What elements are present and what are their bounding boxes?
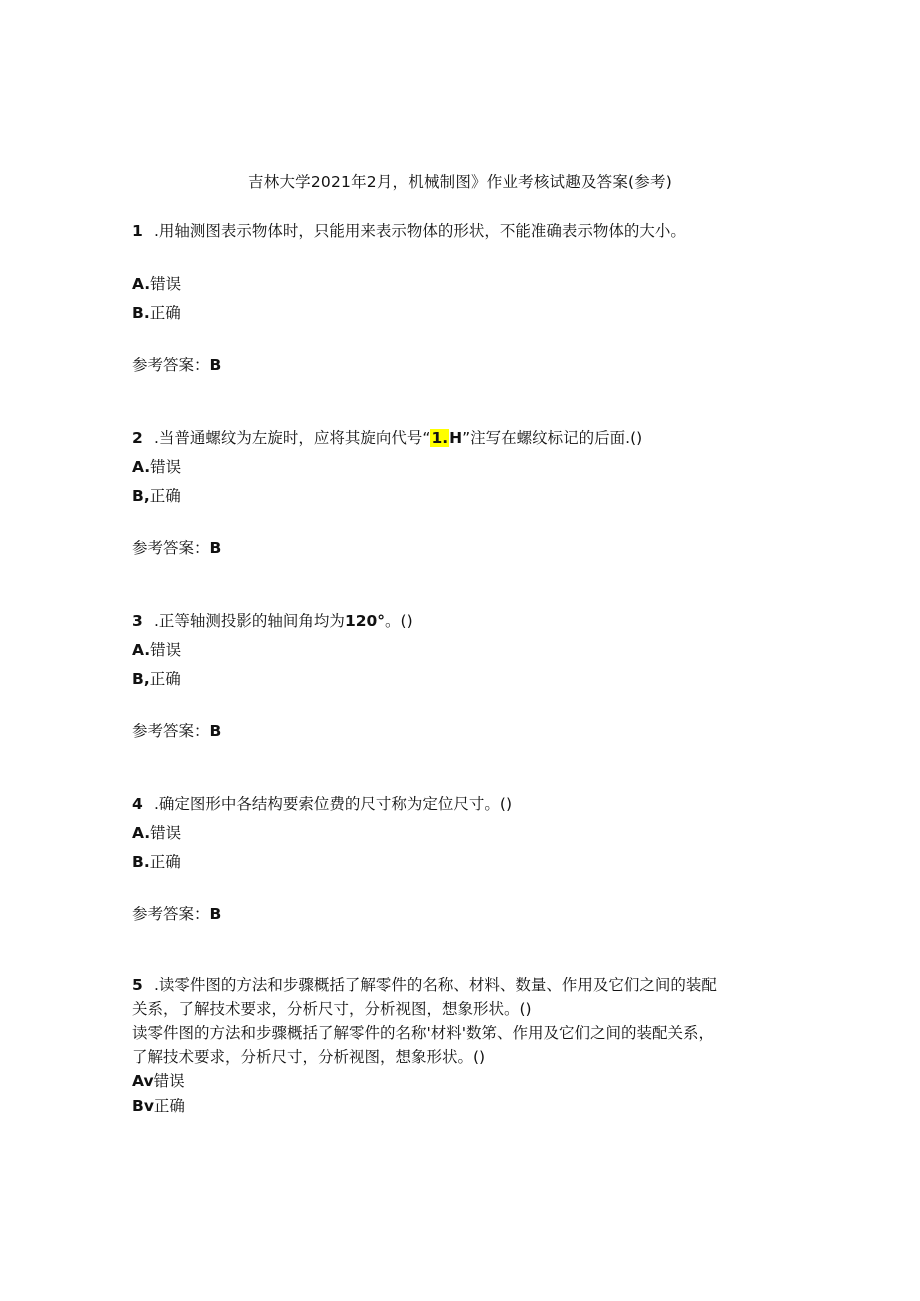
answer-line (132, 537, 221, 559)
question-text-line: 了解技术要求，分析尺寸，分析视图，想象形状。() (132, 1048, 486, 1066)
option-key: B, (132, 670, 150, 688)
question-1 (132, 220, 686, 242)
option-text: 正确 (149, 304, 181, 322)
question-text: .确定图形中各结构要索位费的尺寸称为定位尺寸。() (154, 795, 513, 813)
question-number: 4 (132, 795, 143, 813)
question-number: 3 (132, 612, 143, 630)
answer-label: 参考答案： (132, 722, 210, 740)
document-title: 吉林大学2021年2月，机械制图》作业考核试趣及答案(参考) (248, 173, 672, 191)
question-text-line: 关系，了解技术要求，分析尺寸，分析视图，想象形状。() (132, 1000, 532, 1018)
option-b (132, 668, 181, 690)
question-3 (132, 610, 413, 632)
highlighted-text: 1. (431, 429, 449, 447)
answer-label: 参考答案： (132, 356, 210, 374)
answer-line (132, 720, 221, 742)
option-a (132, 456, 181, 478)
option-text: 正确 (153, 1097, 185, 1115)
answer-value: B (209, 905, 222, 923)
bold-text: 120° (344, 612, 386, 630)
question-number: 1 (132, 222, 143, 240)
option-text: 正确 (149, 853, 181, 871)
question-text: .读零件图的方法和步骤概括了解零件的名称、材料、数量、作用及它们之间的装配 (154, 976, 717, 994)
question-text: .用轴测图表示物体时，只能用来表示物体的形状，不能准确表示物体的大小。 (154, 222, 686, 240)
question-text-line: 读零件图的方法和步骤概括了解零件的名称'材料'数笫、作用及它们之间的装配关系， (132, 1024, 715, 1042)
option-key: B. (132, 304, 150, 322)
option-b (132, 302, 181, 324)
option-text: 错误 (150, 641, 182, 659)
option-b (132, 1095, 185, 1117)
option-key: B. (132, 853, 150, 871)
question-text-tail: 。() (385, 612, 413, 630)
option-key: Av (132, 1072, 154, 1090)
option-key: A. (132, 458, 151, 476)
option-key: A. (132, 824, 151, 842)
answer-value: B (209, 539, 222, 557)
question-2 (132, 427, 642, 449)
option-key: Bv (132, 1097, 154, 1115)
answer-label: 参考答案： (132, 539, 210, 557)
option-key: A. (132, 641, 151, 659)
option-b (132, 851, 181, 873)
question-text: .正等轴测投影的轴间角均为 (154, 612, 345, 630)
answer-value: B (209, 722, 222, 740)
option-a (132, 639, 181, 661)
option-text: 错误 (150, 275, 182, 293)
answer-line (132, 354, 221, 376)
option-text: 错误 (153, 1072, 185, 1090)
question-5 (132, 974, 717, 996)
question-number: 5 (132, 976, 143, 994)
option-b (132, 485, 181, 507)
option-a (132, 273, 181, 295)
option-text: 正确 (149, 670, 181, 688)
option-text: 正确 (149, 487, 181, 505)
bold-text: H (449, 429, 463, 447)
option-text: 错误 (150, 458, 182, 476)
question-text-tail: ”注写在螺纹标记的后面.() (462, 429, 643, 447)
answer-line (132, 903, 221, 925)
option-a (132, 1070, 185, 1092)
option-text: 错误 (150, 824, 182, 842)
question-number: 2 (132, 429, 143, 447)
question-text: .当普通螺纹为左旋时，应将其旋向代号“ (154, 429, 431, 447)
answer-value: B (209, 356, 222, 374)
option-key: B, (132, 487, 150, 505)
answer-label: 参考答案： (132, 905, 210, 923)
question-4 (132, 793, 512, 815)
option-key: A. (132, 275, 151, 293)
option-a (132, 822, 181, 844)
